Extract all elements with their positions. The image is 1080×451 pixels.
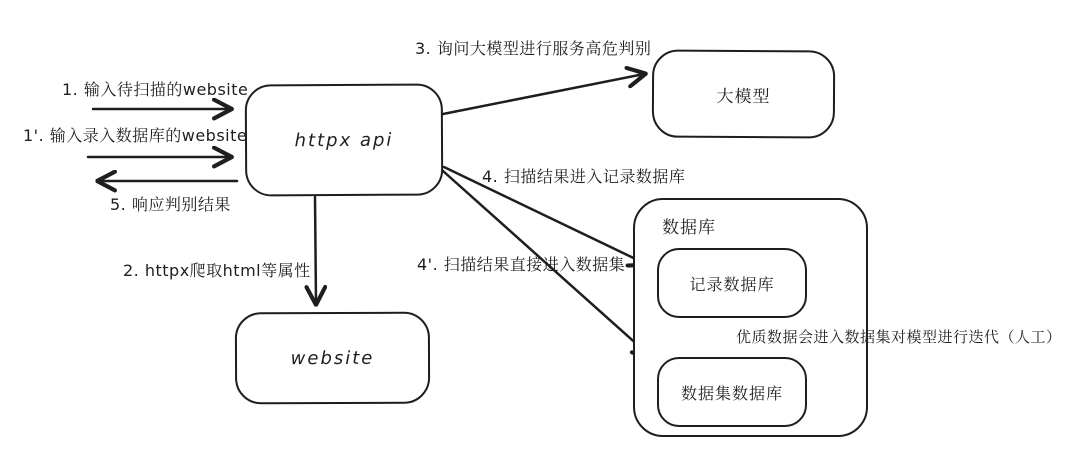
edge-label-step5: 5. 响应判别结果	[110, 195, 231, 214]
node-dataset-db	[657, 357, 807, 427]
node-large-model	[652, 50, 835, 139]
node-record-db-label: 记录数据库	[689, 274, 775, 294]
edge-label-step2: 2. httpx爬取html等属性	[123, 261, 311, 280]
edge-label-iterate: 优质数据会进入数据集对模型进行迭代（人工）	[736, 328, 1062, 346]
edge-label-step4: 4. 扫描结果进入记录数据库	[482, 167, 686, 186]
edge-label-step4-alt: 4'. 扫描结果直接进入数据集	[417, 255, 626, 274]
arrow-ask-large-model	[443, 74, 644, 114]
group-database-label: 数据库	[662, 218, 716, 238]
node-httpx-api	[245, 83, 444, 196]
node-large-model-label: 大模型	[716, 86, 771, 107]
node-record-db	[657, 248, 807, 318]
edge-label-step1: 1. 输入待扫描的website	[62, 80, 249, 99]
node-httpx-api-label: httpx api	[294, 129, 394, 151]
node-website	[235, 312, 430, 405]
edge-label-step3: 3. 询问大模型进行服务高危判别	[415, 39, 652, 58]
edge-label-step1-alt: 1'. 输入录入数据库的website	[23, 126, 248, 145]
node-dataset-db-label: 数据集数据库	[680, 383, 783, 403]
arrow-crawl-website	[315, 197, 316, 303]
node-website-label: website	[290, 347, 375, 369]
